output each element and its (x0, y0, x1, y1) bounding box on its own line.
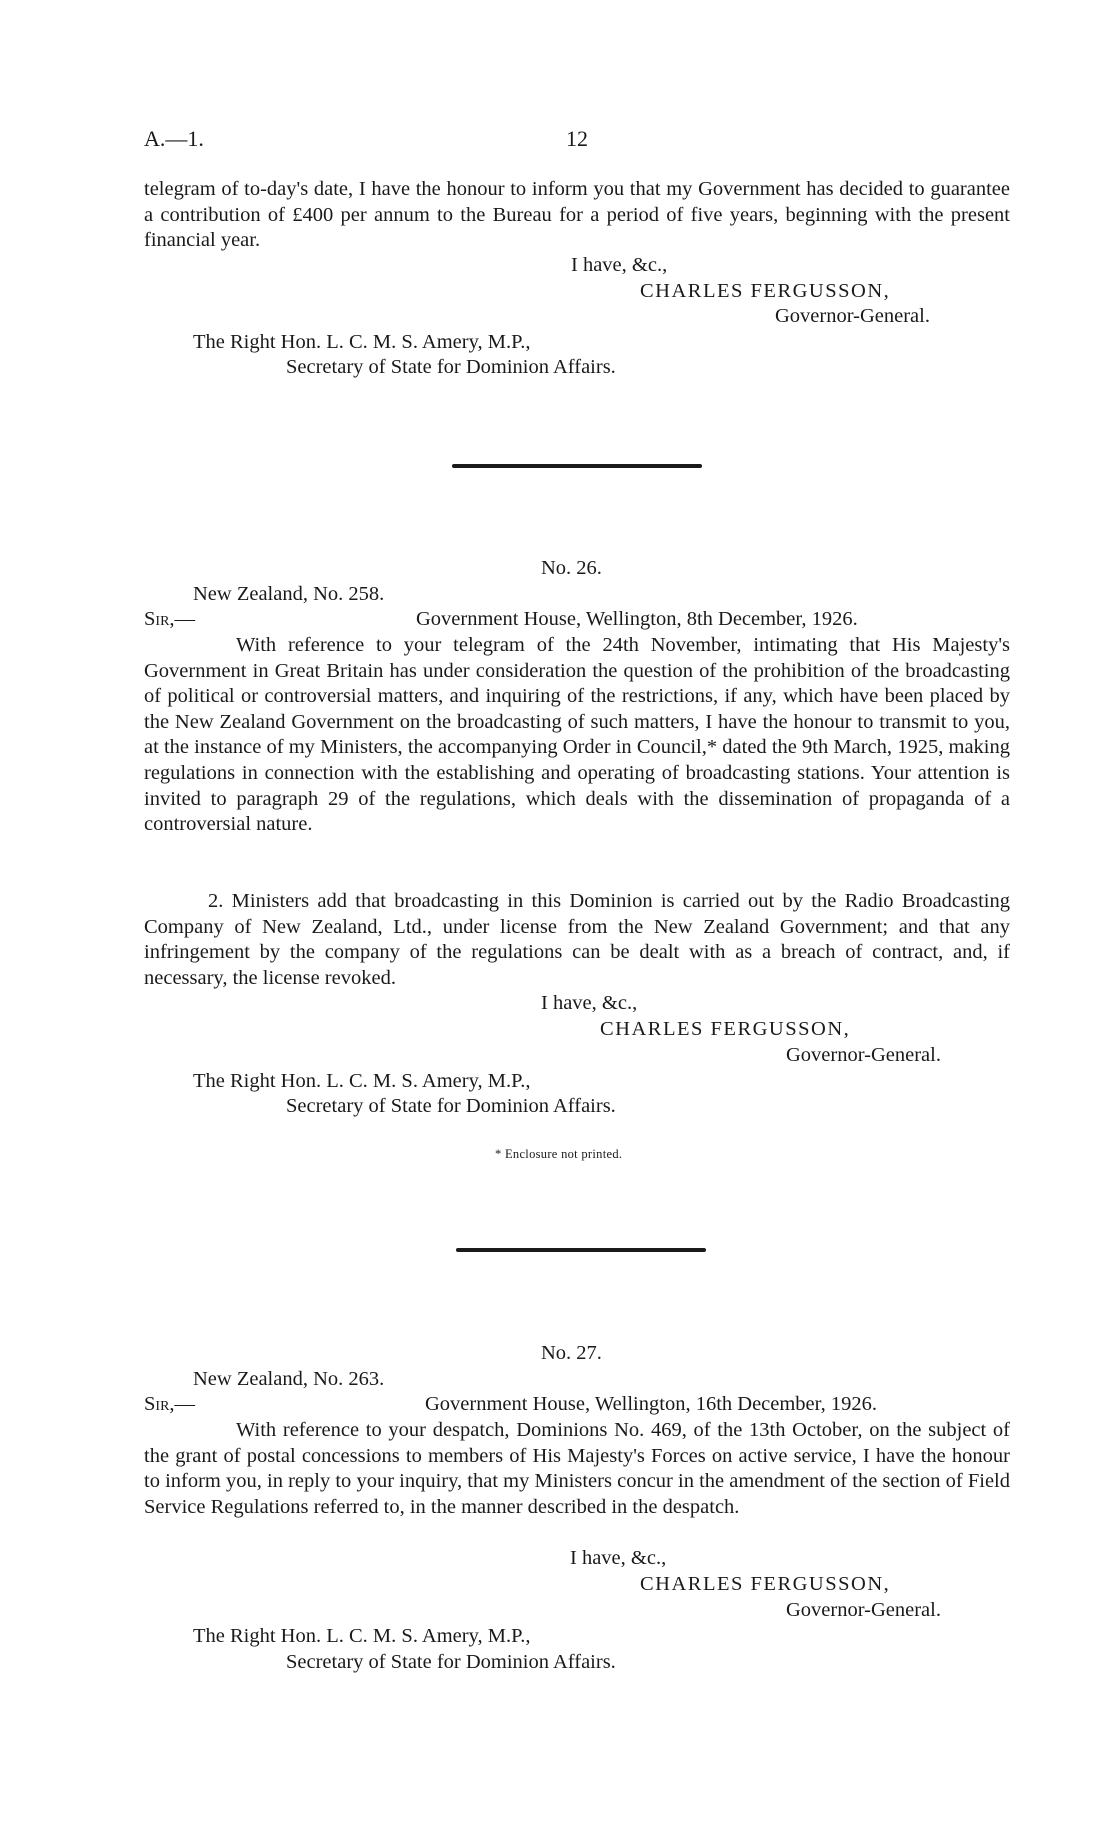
letter-27-reference: New Zealand, No. 263. (193, 1368, 385, 1390)
letter-27-paragraph-1 (144, 1418, 1010, 1520)
top-letter-signatory: CHARLES FERGUSSON, (640, 280, 891, 302)
letter-26-paragraph-1-text: With reference to your telegram of the 24th November, intimating that His Majesty's Government in Great Britain has under consideration the question of the prohibition of the broadcasting of political or controversial matters, and inquiring of the restrictions, if any, which have been placed by the New Zealand Government on the broadcasting of such matters, I have the honour to transmit to you, at the instance of my Ministers, the accompanying Order in Council,* dated the 9th March, 1925, making regulations in connection with the establishing and operating of broadcasting stations. Your attention is invited to paragraph 29 of the regulations, which deals with the dissemination of propaganda of a controversial nature. (144, 634, 1010, 836)
letter-26-signatory: CHARLES FERGUSSON, (600, 1018, 851, 1040)
section-divider (456, 1248, 706, 1252)
letter-26-signatory-title: Governor-General. (786, 1044, 941, 1066)
letter-26-closing: I have, &c., (541, 992, 638, 1014)
page-number: 12 (566, 126, 588, 151)
letter-26-addressee-title: Secretary of State for Dominion Affairs. (286, 1095, 616, 1117)
letter-26-footnote: * Enclosure not printed. (495, 1147, 623, 1161)
top-letter-addressee-title: Secretary of State for Dominion Affairs. (286, 356, 616, 378)
top-letter-addressee-name: The Right Hon. L. C. M. S. Amery, M.P., (193, 331, 531, 353)
letter-26-paragraph-1 (144, 633, 1010, 838)
letter-27-number: No. 27. (541, 1342, 602, 1364)
letter-27-signatory-title: Governor-General. (786, 1599, 941, 1621)
letter-27-place-date: Government House, Wellington, 16th December, 1926. (425, 1393, 878, 1415)
section-divider (452, 464, 702, 468)
letter-26-salutation: Sir,— (144, 608, 196, 630)
letter-27-closing: I have, &c., (570, 1547, 667, 1569)
top-letter-body: telegram of to-day's date, I have the honour to inform you that my Government has decided to guarantee a contribution of £400 per annum to the Bureau for a period of five years, beginning with the present financial year. (144, 178, 1010, 252)
letter-27-addressee-title: Secretary of State for Dominion Affairs. (286, 1651, 616, 1673)
letter-27-signatory: CHARLES FERGUSSON, (640, 1573, 891, 1595)
letter-26-paragraph-2 (144, 889, 1010, 991)
letter-27-paragraph-1-text: With reference to your despatch, Dominions No. 469, of the 13th October, on the subject of the grant of postal concessions to members of His Majesty's Forces on active service, I have the honour to inform you, in reply to your inquiry, that my Ministers concur in the amendment of the section of Field Service Regulations referred to, in the manner described in the despatch. (144, 1419, 1010, 1518)
letter-27-salutation: Sir,— (144, 1393, 196, 1415)
letter-27-addressee-name: The Right Hon. L. C. M. S. Amery, M.P., (193, 1625, 531, 1647)
letter-26-addressee-name: The Right Hon. L. C. M. S. Amery, M.P., (193, 1070, 531, 1092)
top-letter-closing: I have, &c., (571, 254, 668, 276)
letter-26-place-date: Government House, Wellington, 8th December, 1926. (416, 608, 858, 630)
letter-26-number: No. 26. (541, 557, 602, 579)
document-reference: A.—1. (144, 126, 204, 151)
top-letter-signatory-title: Governor-General. (775, 305, 930, 327)
letter-26-reference: New Zealand, No. 258. (193, 583, 385, 605)
letter-26-paragraph-2-text: 2. Ministers add that broadcasting in this Dominion is carried out by the Radio Broadcasting Company of New Zealand, Ltd., under license from the New Zealand Government; and that any infringement by the company of the regulations can be dealt with as a breach of contract, and, if necessary, the license revoked. (144, 890, 1010, 989)
